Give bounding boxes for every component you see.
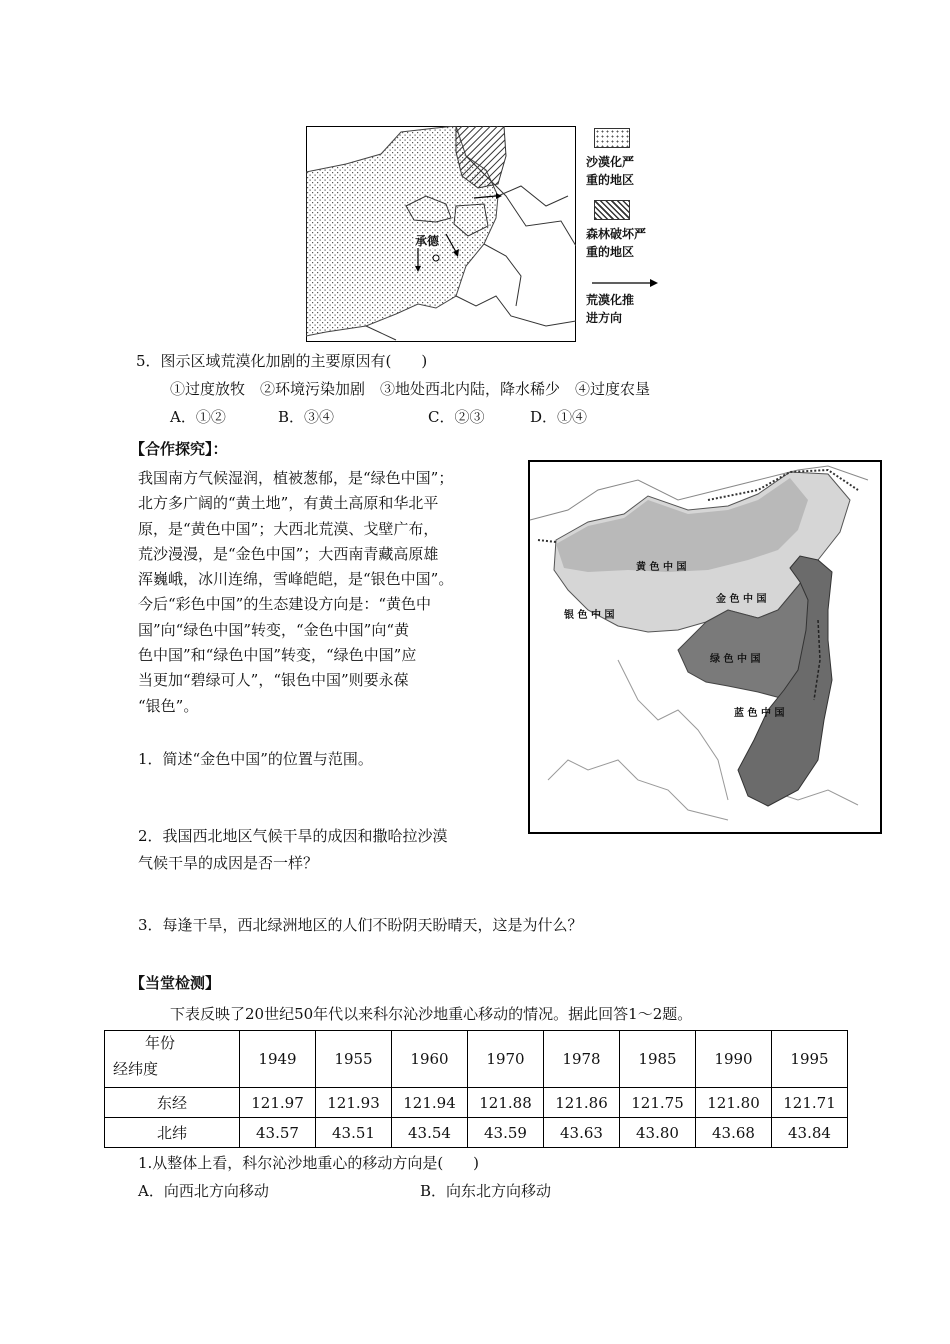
legend-desert-line1: 沙漠化严 — [586, 155, 635, 169]
data-table — [104, 1030, 848, 1148]
chengde-marker — [433, 255, 439, 261]
q5-option-d: D．①④ — [530, 408, 588, 426]
coop-line: 国”向“绿色中国”转变，“金色中国”向“黄 — [138, 620, 410, 639]
coop-line: 今后“彩色中国”的生态建设方向是：“黄色中 — [138, 595, 432, 614]
label-green-china: 绿 色 中 国 — [710, 654, 761, 665]
coop-line: 我国南方气候湿润，植被葱郁，是“绿色中国”； — [138, 469, 454, 487]
value-cell: 121.88 — [468, 1088, 544, 1118]
value-cell: 121.93 — [316, 1088, 392, 1118]
coop-line: 浑巍峨，冰川连绵，雪峰皑皑，是“银色中国”。 — [138, 570, 454, 589]
legend-forest-line2: 重的地区 — [586, 245, 635, 259]
test-q1-option-b: B．向东北方向移动 — [420, 1182, 552, 1200]
value-cell: 121.86 — [544, 1088, 620, 1118]
value-cell: 121.94 — [392, 1088, 468, 1118]
row-label: 东经 — [105, 1088, 240, 1118]
legend-desert-line2: 重的地区 — [586, 173, 635, 187]
desertification-map-svg — [306, 126, 576, 342]
map1-legend — [586, 128, 666, 324]
value-cell: 43.80 — [620, 1118, 696, 1148]
legend-arrow-line1: 荒漠化推 — [586, 293, 635, 307]
label-gold-china: 金 色 中 国 — [716, 594, 767, 605]
q5-option-c: C．②③ — [428, 408, 485, 426]
coop-line: 原，是“黄色中国”；大西北荒漠、戈壁广布， — [138, 519, 439, 538]
value-cell: 43.68 — [696, 1118, 772, 1148]
legend-swatch-forest — [594, 200, 630, 220]
coop-line: 荒沙漫漫，是“金色中国”；大西南青藏高原雄 — [138, 544, 439, 563]
value-cell: 121.97 — [240, 1088, 316, 1118]
value-cell: 43.63 — [544, 1118, 620, 1148]
value-cell: 121.71 — [772, 1088, 848, 1118]
coop-paragraph — [138, 466, 508, 719]
legend-arrow-icon — [592, 274, 658, 286]
value-cell: 43.57 — [240, 1118, 316, 1148]
coop-q3: 3．每逢干旱，西北绿洲地区的人们不盼阴天盼晴天，这是为什么？ — [138, 916, 583, 934]
coop-heading: 【合作探究】： — [130, 440, 228, 458]
test-q1-option-a: A．向西北方向移动 — [138, 1182, 269, 1200]
color-china-map — [528, 460, 882, 834]
year-cell: 1949 — [240, 1031, 316, 1088]
coop-q2-line1: 2．我国西北地区气候干旱的成因和撒哈拉沙漠 — [138, 827, 448, 845]
label-yellow-china: 黄 色 中 国 — [636, 562, 687, 573]
coop-line: 北方多广阔的“黄土地”，有黄土高原和华北平 — [138, 494, 439, 513]
test-intro: 下表反映了20世纪50年代以来科尔沁沙地重心移动的情况。据此回答1～2题。 — [170, 1005, 693, 1023]
q5-stem: 5．图示区域荒漠化加剧的主要原因有( ) — [136, 352, 428, 370]
year-cell: 1990 — [696, 1031, 772, 1088]
row-label: 北纬 — [105, 1118, 240, 1148]
sand-center-table — [104, 1030, 848, 1148]
coop-line: 色中国”和“绿色中国”转变，“绿色中国”应 — [138, 646, 417, 665]
year-cell: 1955 — [316, 1031, 392, 1088]
year-cell: 1985 — [620, 1031, 696, 1088]
corner-latlon-label: 经纬度 — [113, 1060, 159, 1078]
table-row — [105, 1088, 848, 1118]
year-cell: 1960 — [392, 1031, 468, 1088]
coop-line: “银色”。 — [138, 696, 199, 715]
q5-items: ①过度放牧 ②环境污染加剧 ③地处西北内陆，降水稀少 ④过度农垦 — [170, 380, 651, 398]
legend-arrow-line2: 进方向 — [586, 311, 623, 325]
value-cell: 121.75 — [620, 1088, 696, 1118]
value-cell: 121.80 — [696, 1088, 772, 1118]
table-header-row — [105, 1031, 848, 1088]
coop-q2-line2: 气候干旱的成因是否一样？ — [138, 854, 319, 872]
label-blue-china: 蓝 色 中 国 — [734, 708, 785, 719]
corner-year-label: 年份 — [145, 1034, 176, 1052]
color-china-map-svg — [528, 460, 882, 834]
year-cell: 1978 — [544, 1031, 620, 1088]
value-cell: 43.54 — [392, 1118, 468, 1148]
value-cell: 43.84 — [772, 1118, 848, 1148]
table-corner — [105, 1031, 240, 1088]
legend-swatch-desert — [594, 128, 630, 148]
value-cell: 43.51 — [316, 1118, 392, 1148]
label-silver-china: 银 色 中 国 — [564, 610, 615, 621]
coop-q1: 1．简述“金色中国”的位置与范围。 — [138, 750, 373, 768]
legend-forest-line1: 森林破坏严 — [586, 227, 647, 241]
value-cell: 43.59 — [468, 1118, 544, 1148]
table-row — [105, 1118, 848, 1148]
year-cell: 1995 — [772, 1031, 848, 1088]
city-label-chengde: 承德 — [415, 234, 440, 248]
year-cell: 1970 — [468, 1031, 544, 1088]
q5-option-b: B．③④ — [278, 408, 335, 426]
coop-line: 当更加“碧绿可人”，“银色中国”则要永葆 — [138, 671, 409, 690]
test-heading: 【当堂检测】 — [130, 974, 221, 992]
test-q1-stem: 1.从整体上看，科尔沁沙地重心的移动方向是( ) — [138, 1154, 480, 1172]
desertification-map — [306, 126, 576, 342]
q5-option-a: A．①② — [170, 408, 226, 426]
